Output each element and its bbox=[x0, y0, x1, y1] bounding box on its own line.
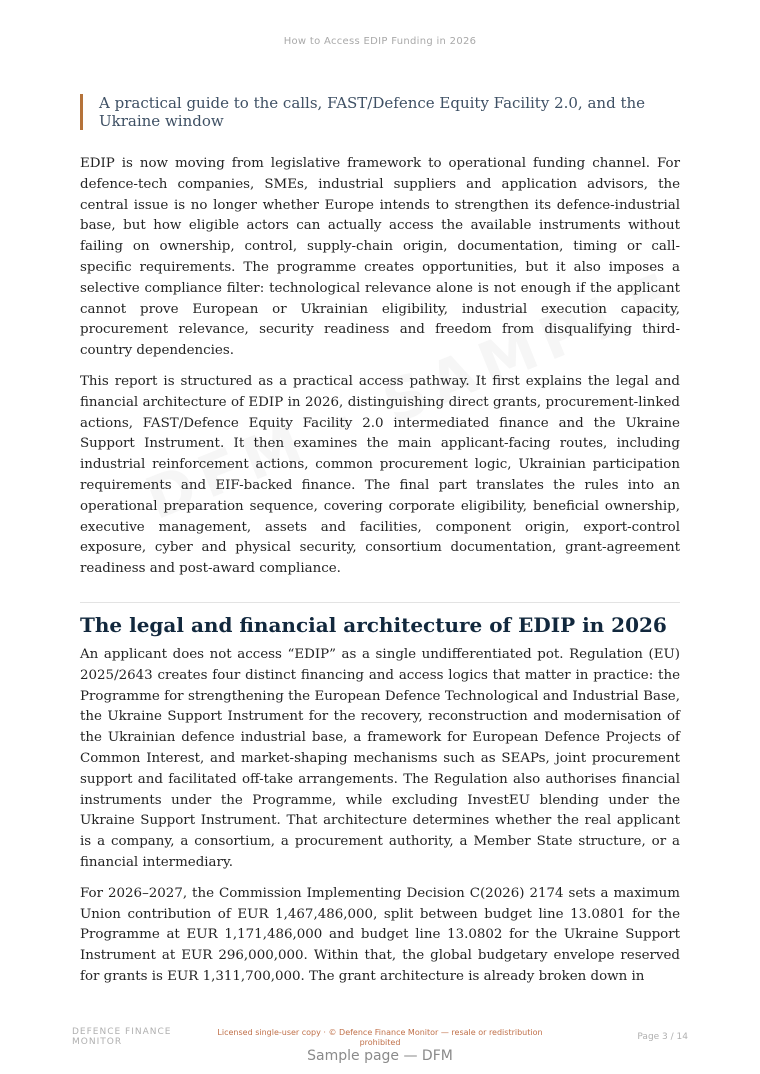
intro-paragraph-1: EDIP is now moving from legislative framework to operational funding channel. For defence-tech companies, SMEs, industrial suppliers and application advisors, the central issue is no longer whether Europe intends to strengthen its defence-industrial base, but how eligible actors can actually access the available instruments without failing on ownership, control, supply-chain origin, documentation, timing or call-specific requirements. The programme creates opportunities, but it also imposes a selective compliance filter: technological relevance alone is not enough if the applicant cannot prove European or Ukrainian eligibility, industrial execution capacity, procurement relevance, security readiness and freedom from disqualifying third-country dependencies. bbox=[80, 156, 680, 359]
footer-brand-line-1: DEFENCE FINANCE bbox=[72, 1027, 172, 1037]
subtitle: A practical guide to the calls, FAST/Defence Equity Facility 2.0, and the Ukraine window bbox=[80, 94, 680, 130]
section-divider bbox=[80, 602, 680, 603]
footer-brand bbox=[72, 1027, 202, 1047]
running-head: How to Access EDIP Funding in 2026 bbox=[283, 36, 477, 47]
sample-label: Sample page — DFM bbox=[307, 1048, 453, 1064]
section-heading: The legal and financial architecture of EDIP in 2026 bbox=[80, 612, 667, 637]
page-number: Page 3 / 14 bbox=[637, 1032, 688, 1042]
section-paragraph-2: For 2026–2027, the Commission Implementing Decision C(2026) 2174 sets a maximum Union contribution of EUR 1,467,486,000, split between budget line 13.0801 for the Programme at EUR 1,171,486,000 and budget line 13.0802 for the Ukraine Support Instrument at EUR 296,000,000. Within that, the global budgetary envelope reserved for grants is EUR 1,311,700,000. The grant architecture is already broken down in bbox=[80, 885, 680, 984]
footer-license: Licensed single-user copy · © Defence Finance Monitor — resale or redistribution prohibited bbox=[217, 1028, 543, 1047]
intro-paragraph-2: This report is structured as a practical access pathway. It first explains the legal and financial architecture of EDIP in 2026, distinguishing direct grants, procurement-linked actions, FAST/Defence Equity Facility 2.0 intermediated finance and the Ukraine Support Instrument. It then examines the main applicant-facing routes, including industrial reinforcement actions, common procurement logic, Ukrainian participation requirements and EIF-backed finance. The final part translates the rules into an operational preparation sequence, covering corporate eligibility, beneficial ownership, executive management, assets and facilities, component origin, export-control exposure, cyber and physical security, consortium documentation, grant-agreement readiness and post-award compliance. bbox=[80, 373, 680, 577]
section-paragraph-1: An applicant does not access “EDIP” as a single undifferentiated pot. Regulation (EU) 2025/2643 creates four distinct financing and access logics that matter in practice: the Programme for strengthening the European Defence Technological and Industrial Base, the Ukraine Support Instrument for the recovery, reconstruction and modernisation of the Ukrainian defence industrial base, a framework for European Defence Projects of Common Interest, and market-shaping mechanisms such as SEAPs, joint procurement support and facilitated off-take arrangements. The Regulation also authorises financial instruments under the Programme, while excluding InvestEU blending under the Ukraine Support Instrument. That architecture determines whether the real applicant is a company, a consortium, a procurement authority, a Member State structure, or a financial intermediary. bbox=[80, 646, 680, 870]
page-content bbox=[80, 94, 680, 998]
footer-brand-line-2: MONITOR bbox=[72, 1037, 123, 1047]
